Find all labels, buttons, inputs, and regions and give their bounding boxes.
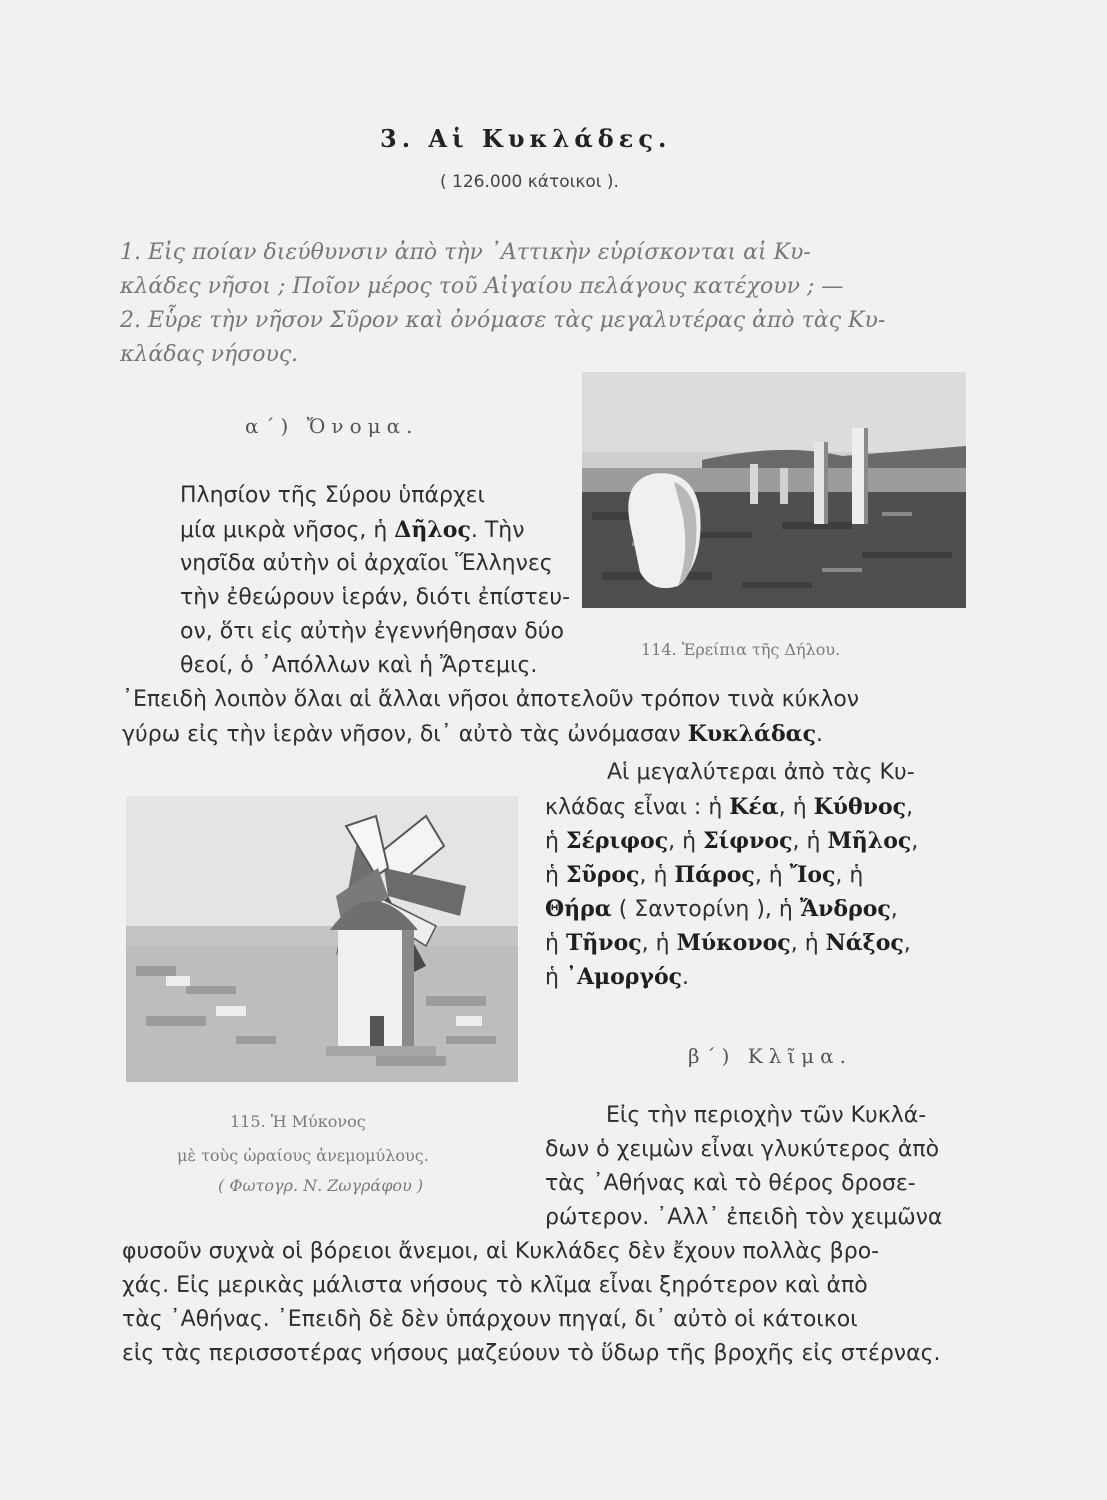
photo-credit: ( Φωτογρ. Ν. Ζωγράφου ) — [218, 1176, 424, 1195]
text-line: ον, ὅτι εἰς αὐτὴν ἐγεννήθησαν δύο — [180, 619, 564, 644]
text-line — [122, 721, 823, 747]
text-line: τὰς ᾿Αθήνας καὶ τὸ θέρος δροσε- — [545, 1171, 916, 1196]
question-line-2: κλάδες νῆσοι ; Ποῖον μέρος τοῦ Αἰγαίου πελάγους κατέχουν ; — — [120, 274, 844, 299]
text-span: . Τὴν — [470, 518, 525, 543]
island-kythnos: Κύθνος — [813, 794, 907, 820]
text-line: τὴν ἐθεώρουν ἱεράν, διότι ἐπίστευ- — [180, 585, 571, 610]
text-line: Εἰς τὴν περιοχὴν τῶν Κυκλά- — [606, 1103, 927, 1128]
island-paros: Πάρος — [674, 862, 755, 888]
island-naxos: Νάξος — [825, 930, 904, 956]
island-syros: Σῦρος — [565, 862, 640, 888]
island-tinos: Τῆνος — [565, 930, 642, 956]
term-kyklades: Κυκλάδας — [687, 721, 816, 747]
islands-line-5: ἡ Τῆνος, ἡ Μύκονος, ἡ Νάξος, — [545, 930, 911, 956]
island-andros: Ἄνδρος — [799, 896, 891, 922]
population-note: ( 126.000 κάτοικοι ). — [440, 172, 619, 192]
island-name-delos: Δῆλος — [394, 517, 471, 543]
text-line: τὰς ᾿Αθήνας. ᾿Επειδὴ δὲ δὲν ὑπάρχουν πηγαί, δι᾿ αὐτὸ οἱ κάτοικοι — [122, 1307, 858, 1332]
text-line: ᾿Επειδὴ λοιπὸν ὅλαι αἱ ἄλλαι νῆσοι ἀποτελοῦν τρόπον τινὰ κύκλον — [122, 687, 860, 712]
islands-line-1: κλάδας εἶναι : ἡ Κέα, ἡ Κύθνος, — [545, 794, 914, 820]
island-amorgos: ᾿Αμοργός — [565, 964, 683, 990]
section-b-heading: β΄) Κλῖμα. — [688, 1044, 853, 1068]
island-thira: Θήρα — [545, 896, 612, 922]
island-kea: Κέα — [729, 794, 779, 820]
text-line: ρώτερον. ᾿Αλλ᾿ ἐπειδὴ τὸν χειμῶνα — [545, 1205, 943, 1230]
text-line — [180, 517, 525, 543]
question-line-1: 1. Εἰς ποίαν διεύθυνσιν ἀπὸ τὴν ᾿Αττικὴν εὑρίσκονται αἱ Κυ- — [120, 240, 811, 265]
text-span: γύρω εἰς τὴν ἱερὰν νῆσον, δι᾿ αὐτὸ τὰς ὠνόμασαν — [122, 722, 681, 747]
photo-mykonos-windmill — [126, 796, 518, 1082]
text-line: χάς. Εἰς μερικὰς μάλιστα νήσους τὸ κλῖμα εἶναι ξηρότερον καὶ ἀπὸ — [122, 1273, 868, 1298]
figure-115-caption-line-2: μὲ τοὺς ὡραίους ἀνεμομύλους. — [177, 1146, 429, 1165]
text-line: εἰς τὰς περισσοτέρας νήσους μαζεύουν τὸ ὕδωρ τῆς βροχῆς εἰς στέρνας. — [122, 1341, 941, 1366]
island-serifos: Σέριφος — [565, 828, 669, 854]
islands-line-4: Θήρα ( Σαντορίνη ), ἡ Ἄνδρος, — [545, 896, 898, 922]
island-sifnos: Σίφνος — [703, 828, 793, 854]
section-a-heading: α΄) Ὄνομα. — [245, 414, 419, 438]
text-span: ( Σαντορίνη ), ἡ — [618, 897, 793, 922]
photo-delos-ruins — [582, 372, 966, 608]
text-span: κλάδας εἶναι : ἡ — [545, 795, 723, 820]
text-line: δων ὁ χειμὼν εἶναι γλυκύτερος ἀπὸ — [545, 1137, 940, 1162]
text-line: Αἱ μεγαλύτεραι ἀπὸ τὰς Κυ- — [607, 760, 915, 785]
islands-line-3: ἡ Σῦρος, ἡ Πάρος, ἡ Ἴος, ἡ — [545, 862, 864, 888]
figure-115-caption-line-1: 115. Ἡ Μύκονος — [230, 1112, 366, 1131]
island-mykonos: Μύκονος — [676, 930, 791, 956]
text-line: θεοί, ὁ ᾿Απόλλων καὶ ἡ Ἄρτεμις. — [180, 653, 538, 678]
islands-line-2: ἡ Σέριφος, ἡ Σίφνος, ἡ Μῆλος, — [545, 828, 919, 854]
chapter-title: 3. Αἱ Κυκλάδες. — [380, 124, 672, 153]
island-ios: Ἴος — [789, 862, 836, 888]
figure-114-caption: 114. Ἐρείπια τῆς Δήλου. — [641, 640, 841, 659]
text-line: νησῖδα αὐτὴν οἱ ἀρχαῖοι Ἕλληνες — [180, 551, 553, 576]
text-span: . — [815, 722, 823, 747]
question-line-4: κλάδας νήσους. — [120, 342, 299, 367]
island-milos: Μῆλος — [827, 828, 912, 854]
text-span: μία μικρὰ νῆσος, ἡ — [180, 518, 388, 543]
text-line: φυσοῦν συχνὰ οἱ βόρειοι ἄνεμοι, αἱ Κυκλάδες δὲν ἔχουν πολλὰς βρο- — [122, 1239, 880, 1264]
question-line-3: 2. Εὗρε τὴν νῆσον Σῦρον καὶ ὀνόμασε τὰς μεγαλυτέρας ἀπὸ τὰς Κυ- — [120, 308, 886, 333]
text-line: Πλησίον τῆς Σύρου ὑπάρχει — [180, 483, 485, 508]
islands-line-6: ἡ ᾿Αμοργός. — [545, 964, 690, 990]
